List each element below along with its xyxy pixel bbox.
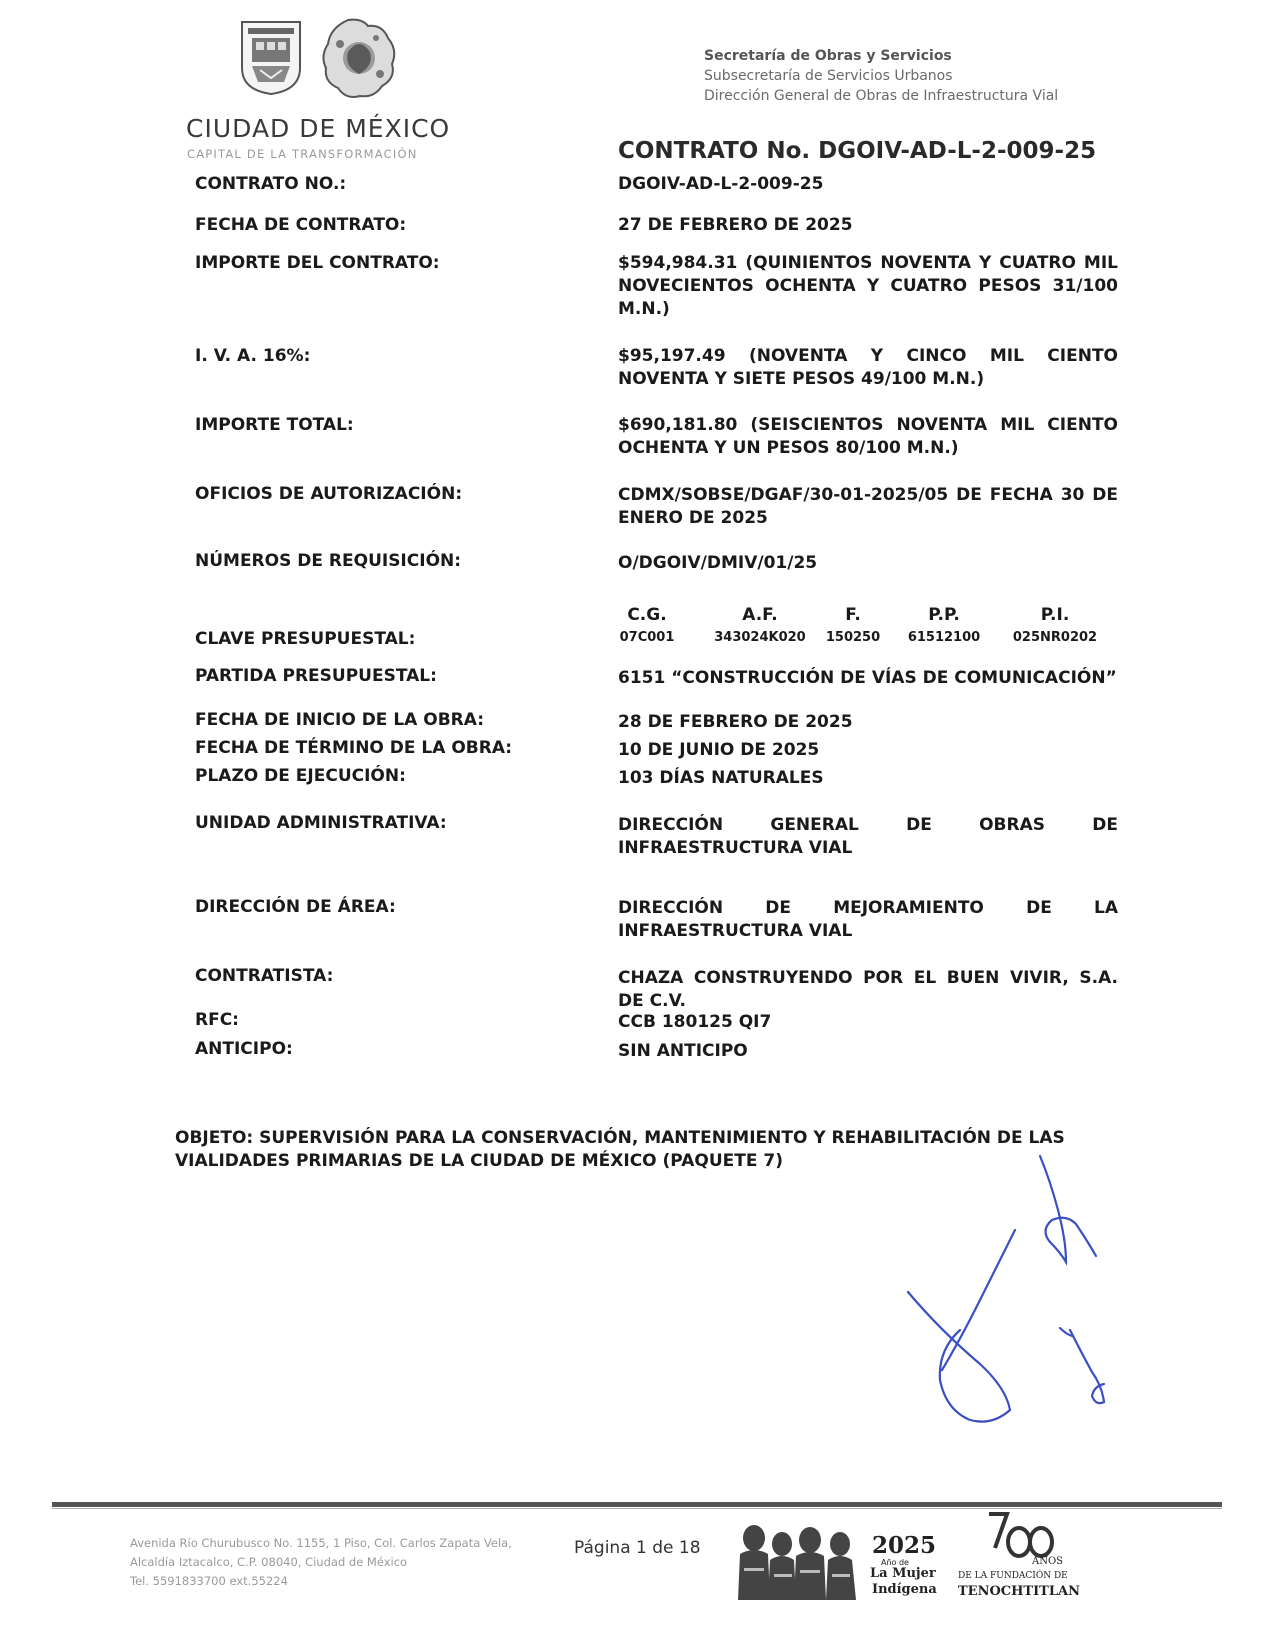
budget-key-value-f: 150250 xyxy=(825,630,881,645)
budget-key-value-pi: 025NR0202 xyxy=(1012,630,1098,645)
year-badge-line1: La Mujer xyxy=(870,1566,936,1581)
budget-key-header-af: A.F. xyxy=(742,605,778,625)
city-tagline: CAPITAL DE LA TRANSFORMACIÓN xyxy=(187,147,418,161)
field-label-importe-total: IMPORTE TOTAL: xyxy=(195,415,354,435)
field-label-plazo: PLAZO DE EJECUCIÓN: xyxy=(195,766,406,786)
field-label-fecha-contrato: FECHA DE CONTRATO: xyxy=(195,215,407,235)
field-value-contrato-no: DGOIV-AD-L-2-009-25 xyxy=(618,174,824,194)
field-value-anticipo: SIN ANTICIPO xyxy=(618,1041,748,1061)
field-label-contrato-no: CONTRATO NO.: xyxy=(195,174,347,194)
budget-key-header-pi: P.I. xyxy=(1040,605,1070,625)
field-value-unidad: DIRECCIÓN GENERAL DE OBRAS DE INFRAESTRUCTURA VIAL xyxy=(618,815,1118,858)
field-value-oficios: CDMX/SOBSE/DGAF/30-01-2025/05 DE FECHA 30 DE ENERO DE 2025 xyxy=(618,485,1118,528)
field-label-clave-presupuestal: CLAVE PRESUPUESTAL: xyxy=(195,629,416,649)
budget-key-value-pp: 61512100 xyxy=(907,630,981,645)
handwritten-signature xyxy=(900,1150,1180,1430)
year-badge-year: 2025 xyxy=(872,1532,937,1559)
field-label-anticipo: ANTICIPO: xyxy=(195,1039,293,1059)
field-label-requisicion: NÚMEROS DE REQUISICIÓN: xyxy=(195,551,462,571)
field-value-fecha-inicio: 28 DE FEBRERO DE 2025 xyxy=(618,712,853,732)
field-value-requisicion: O/DGOIV/DMIV/01/25 xyxy=(618,553,818,573)
field-value-iva: $95,197.49 (NOVENTA Y CINCO MIL CIENTO NOVENTA Y SIETE PESOS 49/100 M.N.) xyxy=(618,346,1118,389)
field-value-contratista: CHAZA CONSTRUYENDO POR EL BUEN VIVIR, S.A. DE C.V. xyxy=(618,968,1118,1011)
anniversary-line2: TENOCHTITLAN xyxy=(958,1584,1080,1599)
field-value-fecha-termino: 10 DE JUNIO DE 2025 xyxy=(618,740,820,760)
budget-key-value-cg: 07C001 xyxy=(619,630,675,645)
city-name: CIUDAD DE MÉXICO xyxy=(186,114,451,143)
footer-address-line: Avenida Río Churubusco No. 1155, 1 Piso, Col. Carlos Zapata Vela, xyxy=(130,1536,512,1550)
year-badge-sub: Año de xyxy=(881,1558,909,1567)
anniversary-line1: DE LA FUNDACIÓN DE xyxy=(958,1571,1068,1581)
field-label-fecha-termino: FECHA DE TÉRMINO DE LA OBRA: xyxy=(195,738,513,758)
agency-line-subsecretaria: Subsecretaría de Servicios Urbanos xyxy=(704,68,953,84)
field-label-oficios: OFICIOS DE AUTORIZACIÓN: xyxy=(195,484,463,504)
budget-key-value-af: 343024K020 xyxy=(714,630,806,645)
footer-address-line: Alcaldía Iztacalco, C.P. 08040, Ciudad de México xyxy=(130,1555,408,1569)
field-value-plazo: 103 DÍAS NATURALES xyxy=(618,768,824,788)
page-number: Página 1 de 18 xyxy=(574,1538,701,1558)
cdmx-shield-logo xyxy=(240,20,302,96)
footer-phone-line: Tel. 5591833700 ext.55224 xyxy=(130,1574,288,1588)
budget-key-header-f: F. xyxy=(845,605,861,625)
field-label-iva: I. V. A. 16%: xyxy=(195,346,311,366)
field-label-fecha-inicio: FECHA DE INICIO DE LA OBRA: xyxy=(195,710,485,730)
field-label-direccion-area: DIRECCIÓN DE ÁREA: xyxy=(195,897,396,917)
anniversary-anos: AÑOS xyxy=(1032,1556,1064,1567)
budget-key-header-cg: C.G. xyxy=(627,605,667,625)
field-value-partida: 6151 “CONSTRUCCIÓN DE VÍAS DE COMUNICACIÓN” xyxy=(618,668,1117,688)
footer-rule xyxy=(52,1502,1222,1507)
field-value-importe-contrato: $594,984.31 (QUINIENTOS NOVENTA Y CUATRO MIL NOVECIENTOS OCHENTA Y CUATRO PESOS 31/100 M.N.) xyxy=(618,253,1118,319)
field-label-rfc: RFC: xyxy=(195,1010,239,1030)
field-label-importe-contrato: IMPORTE DEL CONTRATO: xyxy=(195,253,440,273)
field-value-direccion-area: DIRECCIÓN DE MEJORAMIENTO DE LA INFRAESTRUCTURA VIAL xyxy=(618,898,1118,941)
field-value-fecha-contrato: 27 DE FEBRERO DE 2025 xyxy=(618,215,853,235)
year-badge-line2: Indígena xyxy=(872,1582,937,1597)
contract-heading: CONTRATO No. DGOIV-AD-L-2-009-25 xyxy=(618,138,1097,164)
field-label-partida: PARTIDA PRESUPUESTAL: xyxy=(195,666,437,686)
agency-line-secretaria: Secretaría de Obras y Servicios xyxy=(704,48,952,64)
field-label-unidad: UNIDAD ADMINISTRATIVA: xyxy=(195,813,447,833)
field-value-rfc: CCB 180125 QI7 xyxy=(618,1012,772,1032)
agency-line-direccion: Dirección General de Obras de Infraestructura Vial xyxy=(704,88,1059,104)
budget-key-header-pp: P.P. xyxy=(928,605,960,625)
field-value-importe-total: $690,181.80 (SEISCIENTOS NOVENTA MIL CIENTO OCHENTA Y UN PESOS 80/100 M.N.) xyxy=(618,415,1118,458)
indigenous-women-illustration xyxy=(736,1514,866,1600)
field-label-contratista: CONTRATISTA: xyxy=(195,966,334,986)
contract-object: OBJETO: SUPERVISIÓN PARA LA CONSERVACIÓN, MANTENIMIENTO Y REHABILITACIÓN DE LAS VIALIDADES PRIMARIAS DE LA CIUDAD DE MÉXICO (PAQUETE 7) xyxy=(175,1128,1065,1171)
cdmx-map-seal-logo xyxy=(318,16,400,100)
